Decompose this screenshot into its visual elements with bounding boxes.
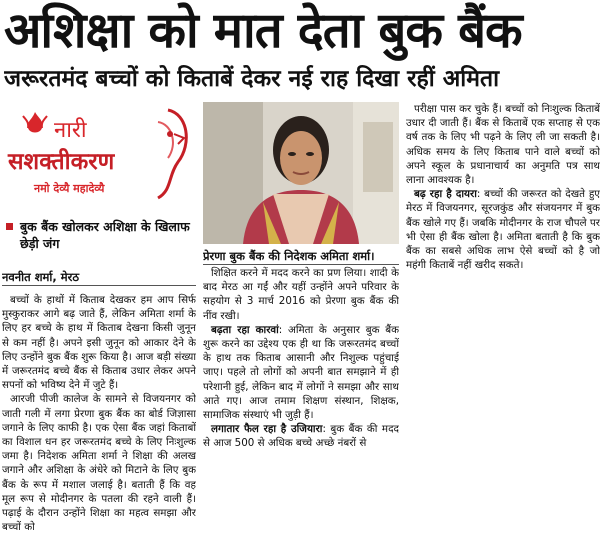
subheadline: जरूरतमंद बच्चों को किताबें देकर नई राह दिखा रहीं अमिता xyxy=(4,66,500,92)
director-photo xyxy=(203,102,399,244)
article-column-3 xyxy=(406,102,600,282)
column3-paragraph-1: परीक्षा पास कर चुके हैं। बच्चों को निःशुल्क किताबें उधार दी जाती हैं। बैंक से किताबें एक सप्ताह से एक वर्ष तक के लिए भी पढ़ने के लिए ली जा सकती है। अधिक समय के लिए किताब पाने वाले बच्चों को अपने स्कूल के प्रधानाचार्य का अनुमति पत्र साथ लाना आवश्यक है। xyxy=(406,103,600,187)
article-column-2 xyxy=(203,266,399,537)
column1-paragraph-1: बच्चों के हाथों में किताब देखकर हम आप सिर्फ मुस्कुराकर आगे बढ़ जाते हैं, लेकिन अमिता शर्मा के लिए हर बच्चे के हाथ में किताब देखना किसी जुनून से कम नहीं है। अपने इसी जुनून को आकार देने के लिए उन्होंने बुक बैंक शुरू किया है। आज बड़ी संख्या में जरूरतमंद बच्चे बैंक से किताब उधार लेकर अपने सपनों को भविष्य देने में जुटे हैं। xyxy=(2,294,196,392)
subheading-ujiyara: लगातार फैल रहा है उजियारा xyxy=(211,423,323,436)
logo-line-namo: नमो देव्यै महादेव्यै xyxy=(34,182,105,195)
column1-paragraph-2: आरजी पीजी कालेज के सामने से विजयनगर को जाती गली में लगा प्रेरणा बुक बैंक का बोर्ड जिज्ञासा जगाने के लिए काफी है। एक ऐसा बैंक जहां किताबों का विशाल धन हर जरूरतमंद बच्चे के लिए निःशुल्क जमा है। निदेशक अमिता शर्मा ने शिक्षा की अलख जगाने और अशिक्षा के अंधेरे को मिटाने के लिए बुक बैंक के रूप में मशाल जलाई है। बताती हैं कि वह मूल रूप से मोदीनगर के पतला की रहने वाली हैं। पढ़ाई के दौरान उन्होंने शिक्षा का महत्व समझा और बच्चों को xyxy=(2,393,196,534)
nari-sashaktikaran-logo xyxy=(0,100,198,208)
logo-line-nari: नारी xyxy=(54,118,87,143)
bullet-square-icon xyxy=(6,223,13,230)
byline: नवनीत शर्मा, मेरठ xyxy=(2,268,196,286)
swirl-face-icon xyxy=(128,104,194,204)
column2-paragraph-1: शिक्षित करने में मदद करने का प्रण लिया। शादी के बाद मेरठ आ गईं और यहीं उन्होंने अपने परिवार के सहयोग से 3 मार्च 2016 को प्रेरणा बुक बैंक की नींव रखी। xyxy=(203,267,399,322)
kicker xyxy=(6,218,196,258)
column2-paragraph-3: लगातार फैल रहा है उजियारा: बुक बैंक की मदद से आज 500 से अधिक बच्चे अच्छे नंबरों से xyxy=(203,423,399,450)
column2-paragraph-2: बढ़ता रहा कारवां: अमिता के अनुसार बुक बैंक शुरू करने का उद्देश्य एक ही था कि जरूरतमंद बच्चों के हाथ तक किताब आसानी और निशुल्क पहुंचाई जाए। पहले तो लोगों को अपनी बात समझाने में ही परेशानी हुई, लेकिन बाद में लोगों ने समझा और साथ आते गए। आज तमाम शिक्षण संस्थान, शिक्षक, सामाजिक संस्थाएं भी जुड़ी हैं। xyxy=(203,323,399,422)
subheading-badhta-raha-karvan: बढ़ता रहा कारवां xyxy=(211,323,279,336)
column3-paragraph-2: बढ़ रहा है दायरा: बच्चों की जरूरत को देखते हुए मेरठ में विजयनगर, सूरजकुंड और संजयनगर में बुक बैंक खोले गए हैं। जबकि मोदीनगर के राज चौपले पर भी ऐसा ही बैंक खोला है। अमिता बताती है कि बुक बैंक का सबसे अधिक लाभ ऐसे बच्चों को है जो महंगी किताबें नहीं खरीद सकते। xyxy=(406,188,600,272)
photo-caption: प्रेरणा बुक बैंक की निदेशक अमिता शर्मा। xyxy=(203,247,399,265)
article-column-1 xyxy=(2,293,196,537)
kicker-text: बुक बैंक खोलकर अशिक्षा के खिलाफ छेड़ी जंग xyxy=(20,219,190,251)
flame-icon xyxy=(20,110,50,144)
logo-line-sashaktikaran: सशक्तीकरण xyxy=(8,149,115,175)
subheading-dayra: बढ़ रहा है दायरा xyxy=(414,188,477,201)
headline: अशिक्षा को मात देता बुक बैंक xyxy=(4,2,522,59)
